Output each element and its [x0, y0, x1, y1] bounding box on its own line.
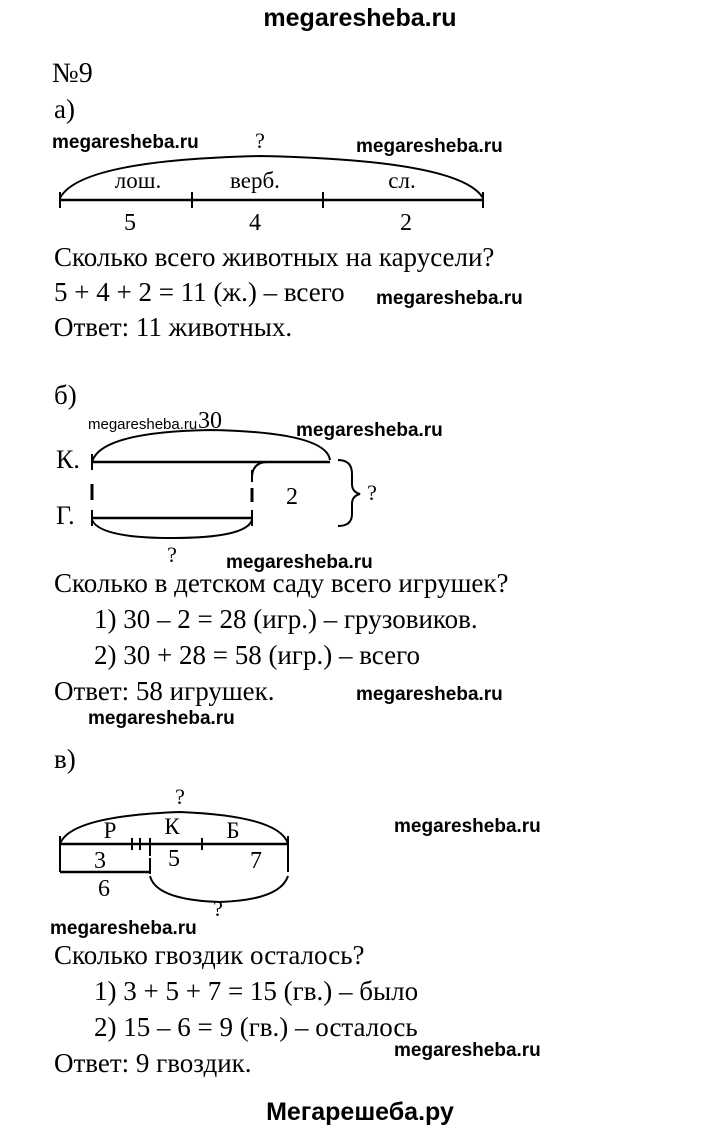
part-a-seg-value-3: 2 — [400, 210, 412, 236]
part-c-step-1: 1) 3 + 5 + 7 = 15 (гв.) – было — [94, 976, 419, 1006]
part-b-step-2: 2) 30 + 28 = 58 (игр.) – всего — [94, 640, 420, 670]
part-a-solution: 5 + 4 + 2 = 11 (ж.) – всего — [54, 277, 345, 307]
watermark: megaresheba.ru — [50, 918, 197, 939]
part-b-total-question: ? — [367, 480, 377, 505]
watermark: megaresheba.ru — [394, 816, 541, 837]
watermark: megaresheba.ru — [356, 684, 503, 705]
part-c-top-question: ? — [175, 784, 185, 809]
part-c-label: в) — [54, 744, 76, 774]
part-a-question: Сколько всего животных на карусели? — [54, 242, 495, 272]
part-b-step-1: 1) 30 – 2 = 28 (игр.) – грузовиков. — [94, 604, 478, 634]
part-a-diagram — [40, 120, 510, 240]
part-c-seg-value-2: 5 — [168, 846, 180, 872]
part-c-answer: Ответ: 9 гвоздик. — [54, 1048, 252, 1078]
part-c-seg-label-2: К — [164, 814, 180, 839]
watermark: megaresheba.ru — [88, 708, 235, 729]
part-b-difference: 2 — [286, 484, 298, 510]
part-a-seg-label-2: верб. — [230, 168, 280, 193]
part-a-seg-value-1: 5 — [124, 210, 136, 236]
part-a-seg-label-3: сл. — [388, 168, 416, 193]
site-header: megaresheba.ru — [263, 4, 457, 32]
part-c-left-value: 6 — [98, 876, 110, 902]
watermark: megaresheba.ru — [52, 132, 199, 153]
part-a-seg-value-2: 4 — [249, 210, 261, 236]
part-b-diagram — [40, 400, 400, 570]
part-b-answer: Ответ: 58 игрушек. — [54, 676, 275, 706]
part-b-question: Сколько в детском саду всего игрушек? — [54, 568, 509, 598]
part-c-step-2: 2) 15 – 6 = 9 (гв.) – осталось — [94, 1012, 418, 1042]
watermark: megaresheba.ru — [356, 136, 503, 157]
part-b-row1-label: К. — [56, 445, 80, 474]
part-a-answer: Ответ: 11 животных. — [54, 312, 293, 342]
part-b-top-value: 30 — [198, 408, 222, 434]
part-a-seg-label-1: лош. — [114, 168, 162, 193]
watermark: megaresheba.ru — [376, 288, 523, 309]
part-b-label: б) — [54, 380, 77, 410]
part-b-bottom-question: ? — [167, 542, 177, 567]
watermark: megaresheba.ru — [226, 552, 373, 573]
watermark: megaresheba.ru — [88, 416, 198, 433]
site-footer: Мегарешеба.ру — [266, 1098, 454, 1126]
part-a-label: а) — [54, 94, 75, 124]
part-c-seg-value-3: 7 — [250, 848, 262, 874]
part-c-seg-label-3: Б — [226, 818, 240, 843]
part-c-diagram — [40, 776, 320, 916]
part-c-seg-label-1: Р — [103, 818, 117, 843]
part-c-bottom-question: ? — [213, 896, 223, 916]
part-a-top-question: ? — [255, 128, 265, 153]
watermark: megaresheba.ru — [296, 420, 443, 441]
part-c-seg-value-1: 3 — [94, 848, 106, 874]
part-b-row2-label: Г. — [56, 501, 75, 530]
watermark: megaresheba.ru — [394, 1040, 541, 1061]
problem-number: №9 — [52, 58, 93, 89]
part-c-question: Сколько гвоздик осталось? — [54, 940, 365, 970]
